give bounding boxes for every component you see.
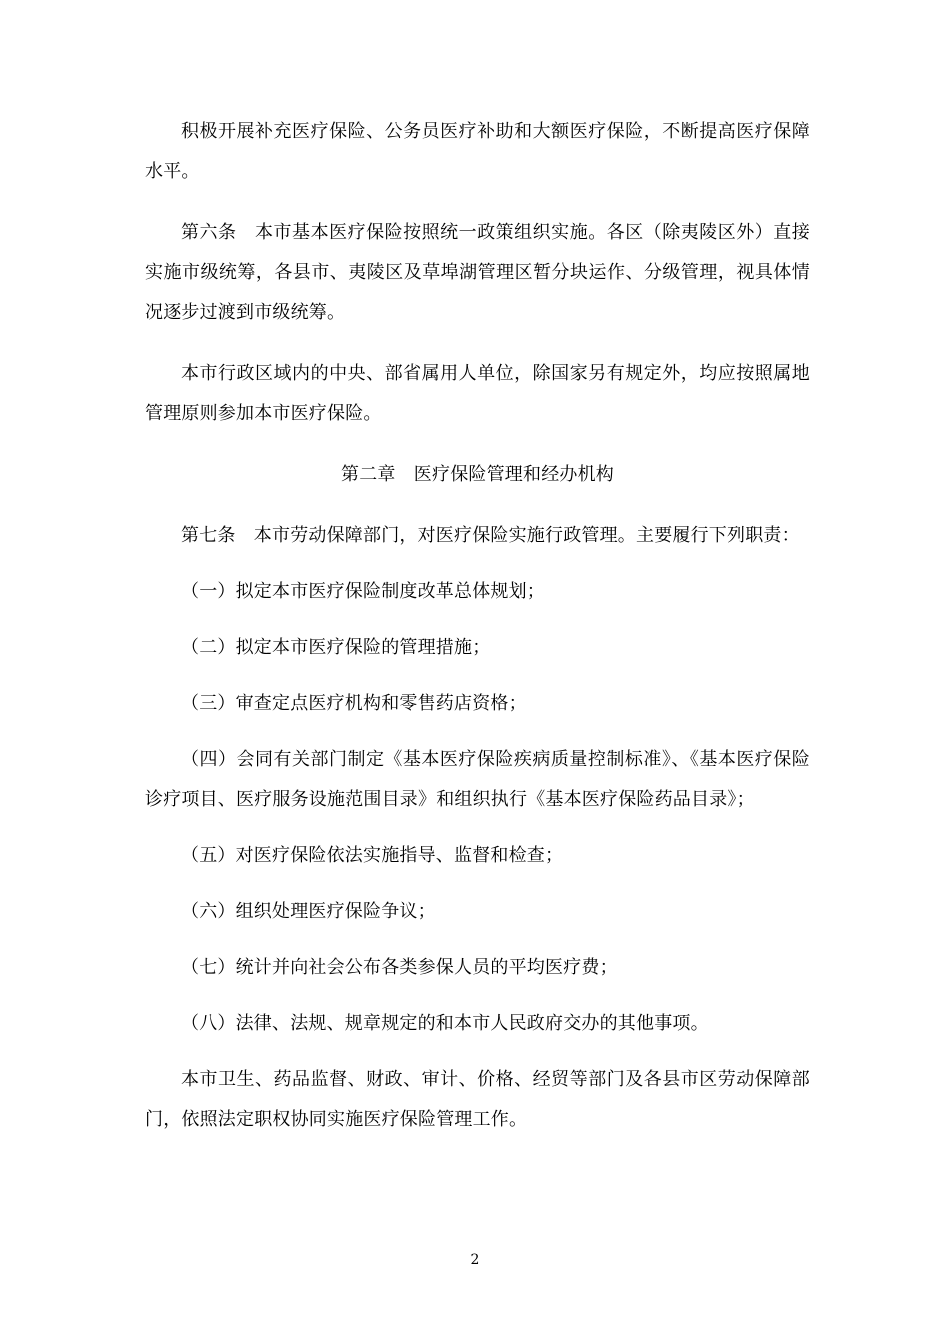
paragraph-closing: 本市卫生、药品监督、财政、审计、价格、经贸等部门及各县市区劳动保障部门，依照法定职权协同实施医疗保险管理工作。: [145, 1069, 810, 1130]
list-item: （一）拟定本市医疗保险制度改革总体规划；: [181, 581, 545, 602]
paragraph-central-units: 本市行政区域内的中央、部省属用人单位，除国家另有规定外，均应按照属地管理原则参加本市医疗保险。: [145, 363, 810, 424]
list-item: （四）会同有关部门制定《基本医疗保险疾病质量控制标准》、《基本医疗保险诊疗项目、医疗服务设施范围目录》和组织执行《基本医疗保险药品目录》；: [145, 749, 810, 810]
chapter-title: 第二章 医疗保险管理和经办机构: [341, 464, 614, 485]
paragraph-article-six: 第六条 本市基本医疗保险按照统一政策组织实施。各区（除夷陵区外）直接实施市级统筹，各县市、夷陵区及草埠湖管理区暂分块运作、分级管理，视具体情况逐步过渡到市级统筹。: [145, 222, 810, 323]
list-item: （七）统计并向社会公布各类参保人员的平均医疗费；: [181, 957, 618, 978]
paragraph-supplementary-insurance: 积极开展补充医疗保险、公务员医疗补助和大额医疗保险，不断提高医疗保障水平。: [145, 121, 810, 182]
list-item: （八）法律、法规、规章规定的和本市人民政府交办的其他事项。: [181, 1013, 709, 1034]
document-body: [145, 112, 810, 1161]
paragraph-article-seven: 第七条 本市劳动保障部门，对医疗保险实施行政管理。主要履行下列职责：: [181, 525, 800, 546]
list-item: （六）组织处理医疗保险争议；: [181, 901, 436, 922]
page-number: 2: [470, 1252, 480, 1268]
list-item: （三）审查定点医疗机构和零售药店资格；: [181, 693, 527, 714]
list-item: （二）拟定本市医疗保险的管理措施；: [181, 637, 491, 658]
list-item: （五）对医疗保险依法实施指导、监督和检查；: [181, 845, 564, 866]
